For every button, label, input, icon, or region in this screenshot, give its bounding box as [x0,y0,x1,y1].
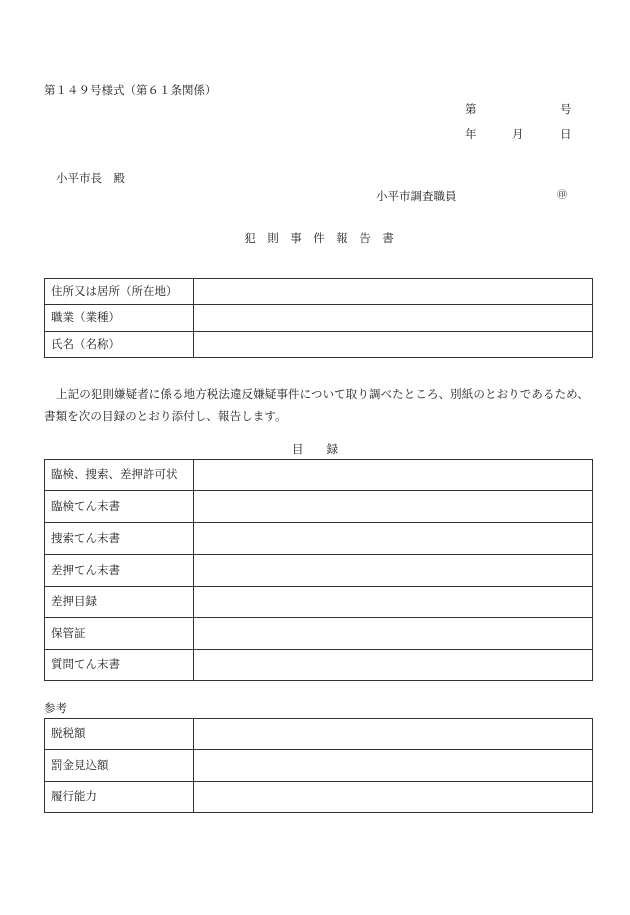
catalog-item-field[interactable] [194,587,593,618]
catalog-table [44,459,593,681]
expected-fine-label: 罰金見込額 [45,750,194,782]
reference-heading: 参考 [44,701,67,715]
subject-info-table [44,278,593,358]
payment-ability-field[interactable] [194,782,593,813]
table-row [45,491,593,523]
seal-mark: ㊞ [557,190,567,201]
catalog-item-label: 差押てん末書 [45,555,194,587]
table-row [45,618,593,650]
form-number: 第１４９号様式（第６１条関係） [44,83,217,97]
catalog-item-field[interactable] [194,555,593,587]
occupation-label: 職業（業種） [45,305,194,332]
addressee: 小平市長 殿 [56,171,125,185]
expected-fine-field[interactable] [194,750,593,782]
table-row [45,650,593,681]
address-label: 住所又は居所（所在地） [45,279,194,305]
tax-evasion-amount-field[interactable] [194,719,593,750]
name-label: 氏名（名称） [45,332,194,358]
table-row [45,719,593,750]
catalog-item-field[interactable] [194,618,593,650]
table-row [45,332,593,358]
document-title: 犯 則 事 件 報 告 書 [244,231,394,245]
date-month: 月 [512,127,524,141]
table-row [45,750,593,782]
catalog-item-field[interactable] [194,491,593,523]
catalog-heading: 目 録 [292,442,338,456]
tax-evasion-amount-label: 脱税額 [45,719,194,750]
sender-title: 小平市調査職員 [376,189,457,203]
reference-table [44,718,593,813]
table-row [45,279,593,305]
catalog-item-label: 差押目録 [45,587,194,618]
table-row [45,555,593,587]
table-row [45,523,593,555]
catalog-item-label: 質問てん末書 [45,650,194,681]
date-year: 年 [465,127,477,141]
table-row [45,305,593,332]
table-row [45,460,593,491]
catalog-item-label: 保管証 [45,618,194,650]
catalog-item-field[interactable] [194,460,593,491]
date-day: 日 [560,127,572,141]
address-field[interactable] [194,279,593,305]
catalog-item-label: 臨検てん末書 [45,491,194,523]
catalog-item-label: 捜索てん末書 [45,523,194,555]
table-row [45,782,593,813]
occupation-field[interactable] [194,305,593,332]
catalog-item-field[interactable] [194,523,593,555]
document-number-suffix: 号 [560,102,572,116]
payment-ability-label: 履行能力 [45,782,194,813]
name-field[interactable] [194,332,593,358]
table-row [45,587,593,618]
body-text: 上記の犯則嫌疑者に係る地方税法違反嫌疑事件について取り調べたところ、別紙のとおりであるため、書類を次の目録のとおり添付し、報告します。 [44,387,589,423]
catalog-item-field[interactable] [194,650,593,681]
document-number-prefix: 第 [465,102,477,116]
catalog-item-label: 臨検、捜索、差押許可状 [45,460,194,491]
